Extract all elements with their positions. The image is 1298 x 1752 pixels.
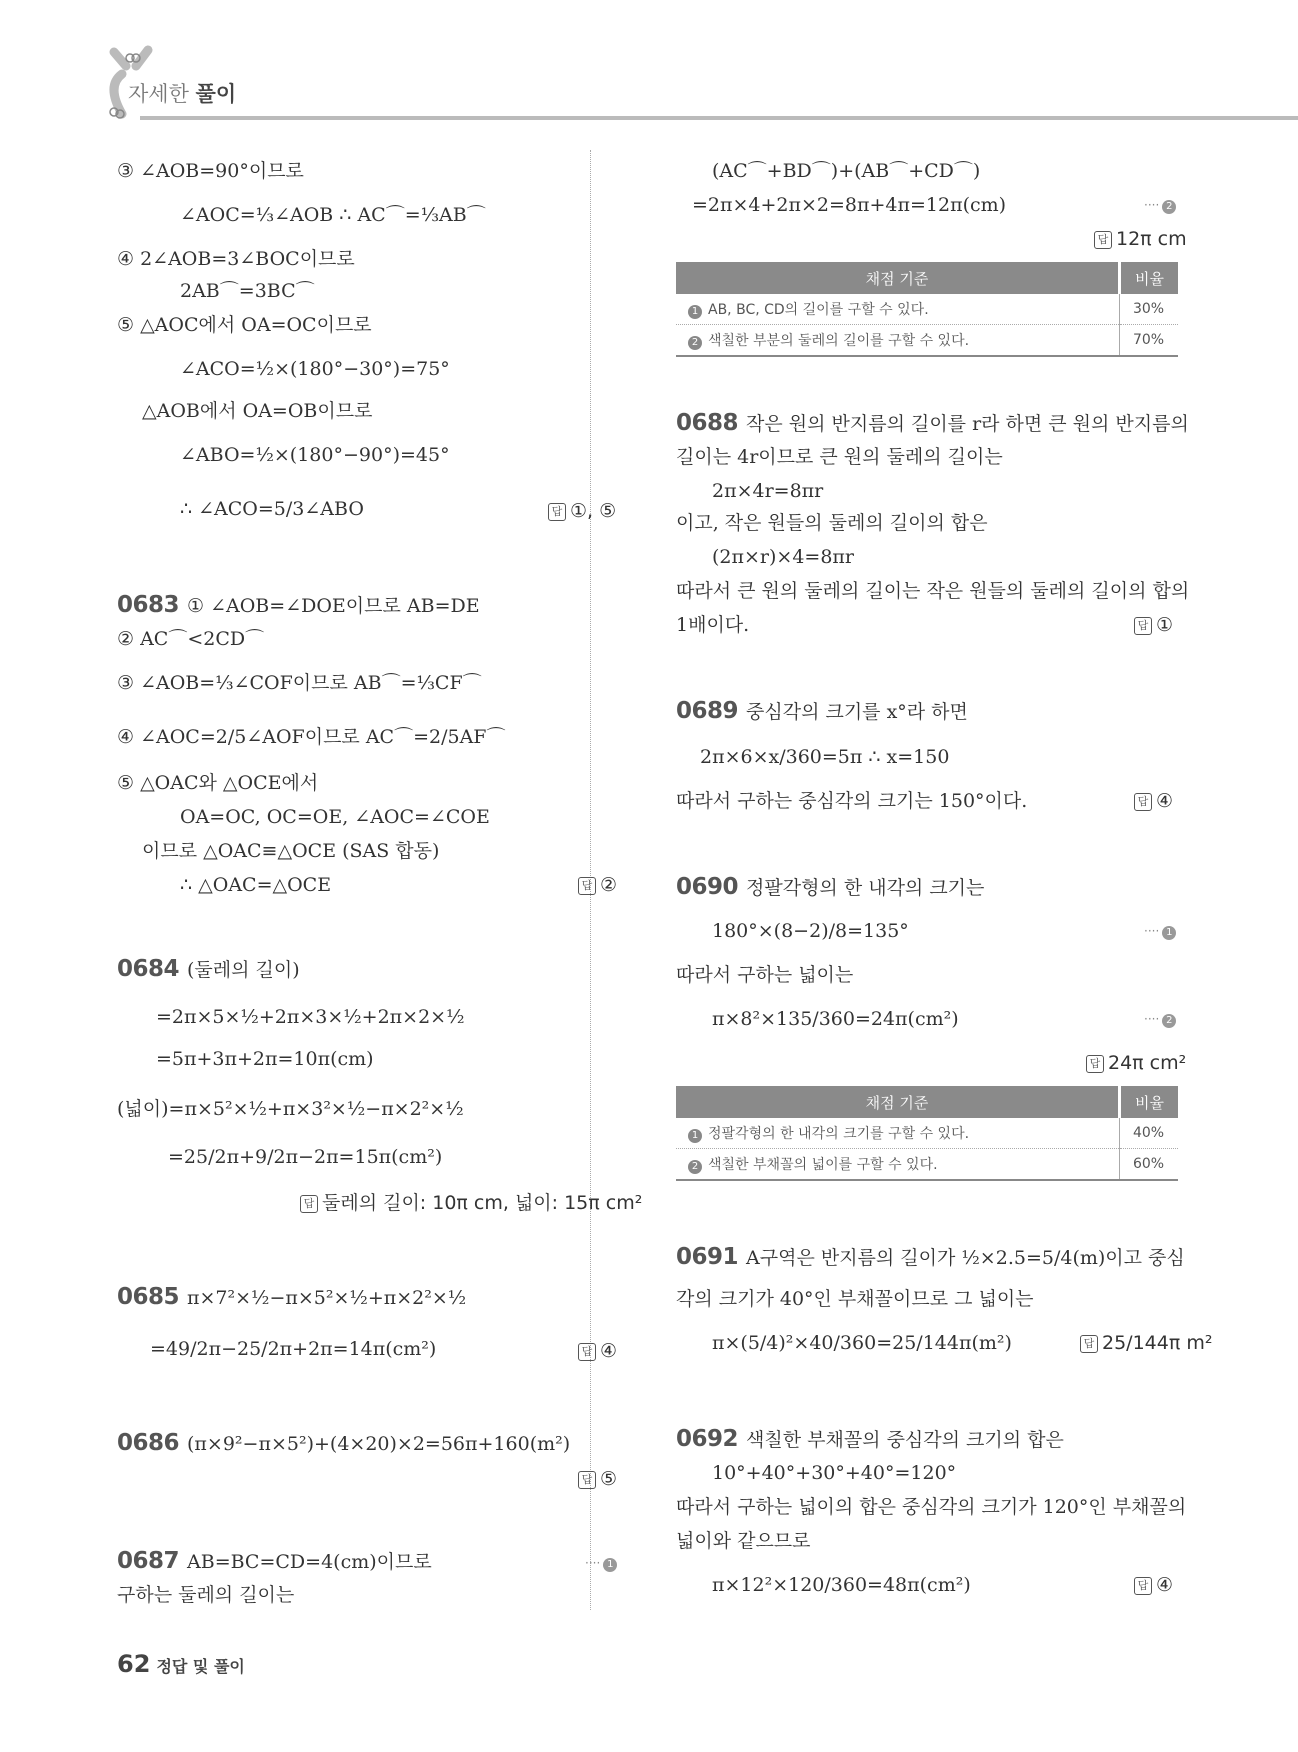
answer-text: ② [600,874,618,896]
problem-number: 0686 [117,1430,180,1456]
text-line: AB=BC=CD=4(cm)이므로 [187,1551,432,1573]
text-line: (AC⌒+BD⌒)+(AB⌒+CD⌒) [712,160,981,182]
answer-0691 [1080,1332,1212,1355]
header-label-bold: 풀이 [195,82,237,106]
problem-0683 [117,592,480,620]
answer-0687 [1094,228,1187,251]
answer-text: ④ [600,1340,618,1362]
text-line: ④ ∠AOC=2/5∠AOF이므로 AC⌒=2/5AF⌒ [117,726,506,748]
step-arrow: ···· [585,1556,601,1570]
answer-text: 12π cm [1116,228,1187,250]
text-line: 따라서 구하는 중심각의 크기는 150°이다. [676,790,1028,812]
problem-0685 [117,1284,466,1312]
text-line: ⑤ △AOC에서 OA=OC이므로 [117,314,372,336]
text-line: ∴ ∠ACO=5/3∠ABO [180,498,364,520]
problem-0692 [676,1426,1064,1454]
problem-number: 0684 [117,956,180,982]
text-line: =49/2π−25/2π+2π=14π(cm²) [150,1338,437,1360]
text-line: =5π+3π+2π=10π(cm) [156,1048,374,1070]
answer-icon: 답 [578,1343,596,1361]
text-line: π×7²×½−π×5²×½+π×2²×½ [187,1287,467,1309]
text-line: A구역은 반지름의 길이가 ½×2.5=5/4(m)이고 중심 [746,1247,1185,1269]
problem-0690 [676,874,984,902]
answer-text: ① [1156,614,1174,636]
problem-number: 0685 [117,1284,180,1310]
step-marker-1 [1144,924,1176,940]
table-row [676,294,1178,325]
text-line: 길이는 4r이므로 큰 원의 둘레의 길이는 [676,446,1003,468]
text-line: OA=OC, OC=OE, ∠AOC=∠COE [180,806,490,828]
problem-0687 [117,1548,432,1576]
answer-0686 [578,1468,617,1491]
answer-icon: 답 [578,877,596,895]
answer-icon: 답 [578,1471,596,1489]
step-marker-2 [1144,198,1176,214]
table-cell: 색칠한 부채꼴의 넓이를 구할 수 있다. [708,1157,938,1173]
page-number: 62 [117,1650,151,1678]
answer-icon: 답 [1134,793,1152,811]
header-rule [140,116,1298,120]
text-line: ② AC⌒<2CD⌒ [117,628,265,650]
text-line: △AOB에서 OA=OB이므로 [142,400,373,422]
text-line: 이므로 △OAC≡△OCE (SAS 합동) [142,840,440,862]
text-line: 작은 원의 반지름의 길이를 r라 하면 큰 원의 반지름의 [746,413,1189,435]
text-line: 색칠한 부채꼴의 중심각의 크기의 합은 [746,1429,1064,1451]
table-header: 채점 기준 [676,1086,1120,1118]
text-line: 따라서 구하는 넓이는 [676,964,854,986]
answer-0684 [300,1192,642,1215]
step-arrow: ···· [1144,1012,1160,1026]
step-marker-2 [1144,1012,1176,1028]
problem-number: 0683 [117,592,180,618]
table-cell: 60% [1120,1149,1179,1181]
text-line: ∠AOC=⅓∠AOB ∴ AC⌒=⅓AB⌒ [180,204,486,226]
text-line: ③ ∠AOB=90°이므로 [117,160,304,182]
text-line: ④ 2∠AOB=3∠BOC이므로 [117,248,355,270]
header-label-light: 자세한 [128,82,189,106]
answer-text: 24π cm² [1108,1052,1187,1074]
problem-number: 0687 [117,1548,180,1574]
problem-0691 [676,1244,1185,1272]
answer-icon: 답 [1080,1335,1098,1353]
table-row [676,325,1178,357]
step-number: 2 [1162,1014,1176,1028]
answer-0683 [578,874,617,897]
step-number: 2 [1162,200,1176,214]
answer-icon: 답 [300,1195,318,1213]
answer-icon: 답 [1086,1055,1104,1073]
table-cell: 정팔각형의 한 내각의 크기를 구할 수 있다. [708,1126,970,1142]
table-cell: 70% [1120,325,1179,357]
text-line: 2π×4r=8πr [712,480,824,502]
text-line: 따라서 큰 원의 둘레의 길이는 작은 원들의 둘레의 길이의 합의 [676,580,1190,602]
text-line: (둘레의 길이) [187,959,300,981]
answer-icon: 답 [1094,231,1112,249]
step-number: 1 [688,1129,702,1143]
text-line: 이고, 작은 원들의 둘레의 길이의 합은 [676,512,988,534]
header-title [128,82,236,107]
step-arrow: ···· [1144,924,1160,938]
text-line: =2π×5×½+2π×3×½+2π×2×½ [156,1006,465,1028]
text-line: ∠ACO=½×(180°−30°)=75° [180,358,450,380]
table-row [676,1118,1178,1149]
text-line: =25/2π+9/2π−2π=15π(cm²) [168,1146,443,1168]
text-line: ③ ∠AOB=⅓∠COF이므로 AB⌒=⅓CF⌒ [117,672,482,694]
text-line: 넓이와 같으므로 [676,1530,811,1552]
step-number: 1 [688,305,702,319]
table-cell: 40% [1120,1118,1179,1149]
step-arrow: ···· [1144,198,1160,212]
text-line: (넓이)=π×5²×½+π×3²×½−π×2²×½ [117,1098,464,1120]
text-line: =2π×4+2π×2=8π+4π=12π(cm) [692,194,1007,216]
answer-icon: 답 [1134,617,1152,635]
step-marker-1 [585,1556,617,1572]
text-line: 2π×6×x/360=5π ∴ x=150 [700,746,950,768]
text-line: 따라서 구하는 넓이의 합은 중심각의 크기가 120°인 부채꼴의 [676,1496,1187,1518]
answer-0685 [578,1340,617,1363]
problem-number: 0688 [676,410,739,436]
answer-text: ④ [1156,790,1174,812]
problem-number: 0691 [676,1244,739,1270]
table-cell: 색칠한 부분의 둘레의 길이를 구할 수 있다. [708,333,970,349]
step-number: 2 [688,336,702,350]
problem-0684 [117,956,300,984]
answer-0690 [1086,1052,1186,1075]
footer-text: 정답 및 풀이 [156,1657,245,1676]
text-line: ① ∠AOB=∠DOE이므로 AB=DE [187,595,480,617]
problem-0688 [676,410,1189,438]
text-line: 각의 크기가 40°인 부채꼴이므로 그 넓이는 [676,1288,1034,1310]
text-line: 10°+40°+30°+40°=120° [712,1462,957,1484]
problem-0689 [676,698,968,726]
table-header: 비율 [1120,262,1179,294]
text-line: (π×9²−π×5²)+(4×20)×2=56π+160(m²) [187,1433,571,1455]
answer-text: ④ [1156,1574,1174,1596]
problem-0686 [117,1430,570,1458]
text-line: π×12²×120/360=48π(cm²) [712,1574,971,1596]
text-line: 정팔각형의 한 내각의 크기는 [746,877,985,899]
text-line: ∴ △OAC=△OCE [180,874,332,896]
answer-0692 [1134,1574,1173,1597]
table-header: 채점 기준 [676,262,1120,294]
table-header: 비율 [1120,1086,1179,1118]
answer-0682 [548,500,616,523]
step-number: 1 [1162,926,1176,940]
answer-text: 25/144π m² [1102,1332,1213,1354]
answer-0688 [1134,614,1173,637]
text-line: 180°×(8−2)/8=135° [712,920,909,942]
answer-icon: 답 [1134,1577,1152,1595]
grading-table-0690 [676,1086,1178,1181]
answer-text: 둘레의 길이: 10π cm, 넓이: 15π cm² [322,1192,643,1214]
text-line: 1배이다. [676,614,750,636]
text-line: 중심각의 크기를 x°라 하면 [746,701,968,723]
text-line: π×(5/4)²×40/360=25/144π(m²) [712,1332,1012,1354]
problem-number: 0689 [676,698,739,724]
text-line: 2AB⌒=3BC⌒ [180,280,315,302]
answer-text: ①, ⑤ [570,500,617,522]
text-line: (2π×r)×4=8πr [712,546,854,568]
grading-table-0687 [676,262,1178,357]
table-row [676,1149,1178,1181]
problem-number: 0692 [676,1426,739,1452]
problem-number: 0690 [676,874,739,900]
answer-icon: 답 [548,503,566,521]
answer-text: ⑤ [600,1468,618,1490]
table-cell: 30% [1120,294,1179,325]
answer-0689 [1134,790,1173,813]
text-line: ⑤ △OAC와 △OCE에서 [117,772,319,794]
text-line: ∠ABO=½×(180°−90°)=45° [180,444,450,466]
step-number: 2 [688,1160,702,1174]
table-cell: AB, BC, CD의 길이를 구할 수 있다. [708,302,929,318]
step-number: 1 [603,1558,617,1572]
text-line: π×8²×135/360=24π(cm²) [712,1008,959,1030]
footer [117,1650,245,1679]
text-line: 구하는 둘레의 길이는 [117,1584,295,1606]
